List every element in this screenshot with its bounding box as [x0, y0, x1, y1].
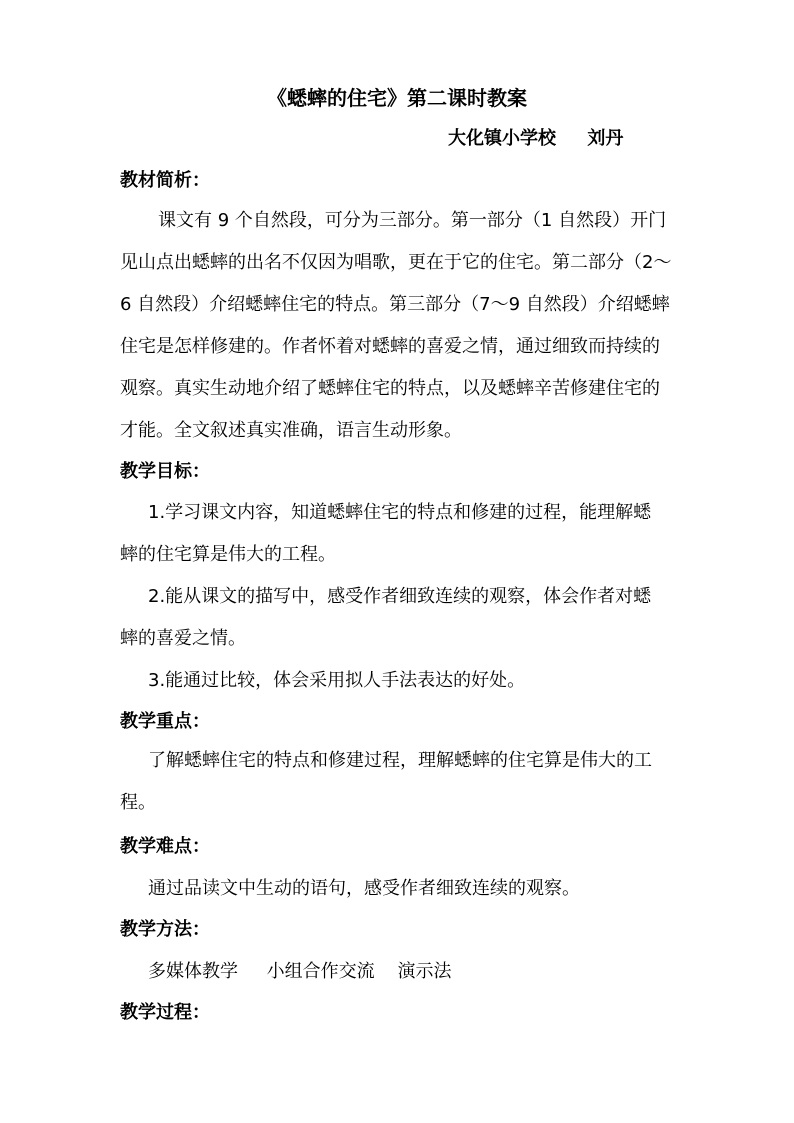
goal-line: 2.能从课文的描写中，感受作者细致连续的观察，体会作者对蟋 — [148, 586, 652, 607]
goal-line: 蟀的住宅算是伟大的工程。 — [120, 544, 336, 565]
goal-line: 3.能通过比较，体会采用拟人手法表达的好处。 — [148, 670, 526, 691]
document-title: 《蟋蟀的住宅》第二课时教案 — [267, 86, 527, 110]
goal-item-1 — [120, 492, 680, 576]
key-points-paragraph — [120, 740, 680, 824]
analysis-paragraph — [120, 200, 680, 452]
goal-item-3 — [120, 660, 680, 702]
author-line: 大化镇小学校 刘丹 — [448, 128, 624, 149]
analysis-line: 6 自然段）介绍蟋蟀住宅的特点。第三部分（7～9 自然段）介绍蟋蟀 — [120, 294, 670, 315]
analysis-line: 住宅是怎样修建的。作者怀着对蟋蟀的喜爱之情，通过细致而持续的 — [120, 336, 660, 357]
difficulties-text: 通过品读文中生动的语句，感受作者细致连续的观察。 — [148, 878, 580, 899]
goal-item-2 — [120, 576, 680, 660]
key-points-line: 程。 — [120, 792, 156, 813]
goal-line: 蟀的喜爱之情。 — [120, 628, 246, 649]
analysis-line: 观察。真实生动地介绍了蟋蟀住宅的特点，以及蟋蟀辛苦修建住宅的 — [120, 378, 660, 399]
analysis-heading: 教材简析： — [120, 170, 210, 191]
difficulties-heading: 教学难点： — [120, 836, 210, 857]
goals-heading: 教学目标： — [120, 461, 210, 482]
process-heading: 教学过程： — [120, 1002, 210, 1023]
methods-text: 多媒体教学 小组合作交流 演示法 — [148, 961, 452, 982]
key-points-heading: 教学重点： — [120, 711, 210, 732]
analysis-line: 见山点出蟋蟀的出名不仅因为唱歌，更在于它的住宅。第二部分（2～ — [120, 252, 672, 273]
key-points-line: 了解蟋蟀住宅的特点和修建过程，理解蟋蟀的住宅算是伟大的工 — [148, 750, 652, 771]
analysis-line: 课文有 9 个自然段，可分为三部分。第一部分（1 自然段）开门 — [158, 210, 667, 231]
analysis-line: 才能。全文叙述真实准确，语言生动形象。 — [120, 420, 462, 441]
goal-line: 1.学习课文内容，知道蟋蟀住宅的特点和修建的过程，能理解蟋 — [148, 502, 652, 523]
methods-heading: 教学方法： — [120, 919, 210, 940]
